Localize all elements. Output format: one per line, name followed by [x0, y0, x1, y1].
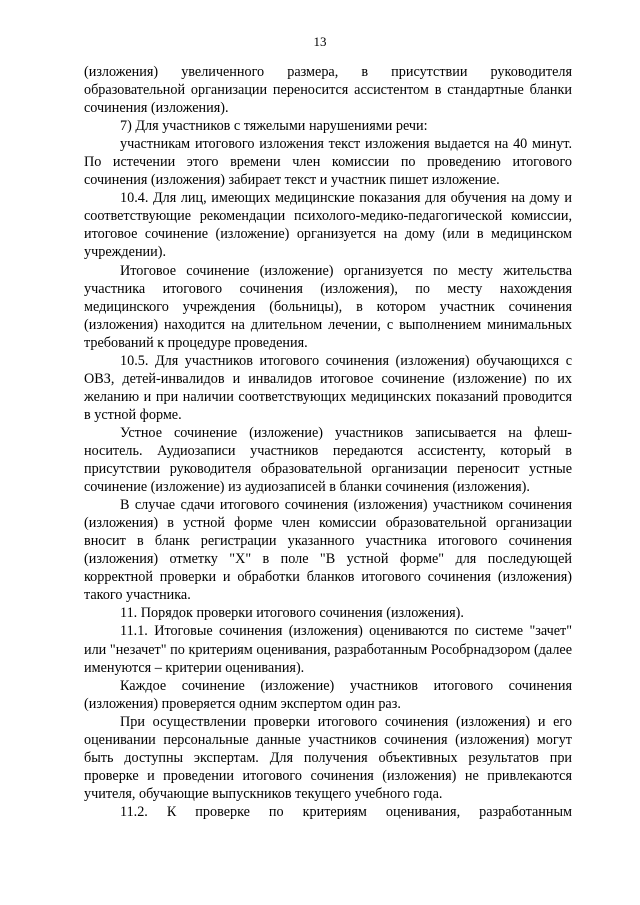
- paragraph-10-4: 10.4. Для лиц, имеющих медицинские показания для обучения на дому и соответствующие рекомендации психолого-медико-педагогической комиссии, итоговое сочинение (изложение) организуется на дому (или в медицинском учреждении).: [84, 190, 572, 261]
- paragraph-oral-registration-mark: В случае сдачи итогового сочинения (изложения) участником сочинения (изложения) в устной форме член комиссии образовательной организации вносит в бланк регистрации указанного участника итогового сочинения (изложения) отметку "Х" в поле "В устной форме" для последующей корректной проверки и обработки бланков итогового сочинения (изложения) такого участника.: [84, 497, 572, 604]
- paragraph-continuation: (изложения) увеличенного размера, в присутствии руководителя образовательной организации переносится ассистентом в стандартные бланки сочинения (изложения).: [84, 64, 572, 117]
- paragraph-speech-impairment-heading: 7) Для участников с тяжелыми нарушениями речи:: [120, 118, 428, 135]
- paragraph-speech-impairment-rule: участникам итогового изложения текст изложения выдается на 40 минут. По истечении этого времени член комиссии по проведению итогового сочинения (изложения) забирает текст и участник пишет изложение.: [84, 136, 572, 189]
- section-11-heading: 11. Порядок проверки итогового сочинения (изложения).: [120, 605, 464, 622]
- paragraph-oral-recording: Устное сочинение (изложение) участников записывается на флеш-носитель. Аудиозаписи участников передаются ассистенту, который в присутствии руководителя образовательной организации переносит устные сочинение (изложение) из аудиозаписей в бланки сочинения (изложения).: [84, 424, 572, 496]
- page-number: 13: [313, 34, 327, 49]
- paragraph-11-1: 11.1. Итоговые сочинения (изложения) оцениваются по системе "зачет" или "незачет" по критериям оценивания, разработанным Рособрнадзором (далее именуются – критерии оценивания).: [84, 623, 572, 676]
- document-body: [84, 63, 572, 821]
- paragraph-personal-data: При осуществлении проверки итогового сочинения (изложения) и его оценивании персональные данные участников сочинения (изложения) могут быть доступны экспертам. Для получения объективных результатов при проверке и проведении итогового сочинения (изложения) не привлекаются учителя, обучающие выпускников текущего учебного года.: [84, 713, 572, 802]
- paragraph-home-organization: Итоговое сочинение (изложение) организуется по месту жительства участника итогового сочинения (изложения), по месту нахождения медицинского учреждения (больницы), в котором участник сочинения (изложения) находится на длительном лечении, с выполнением минимальных требований к процедуре проведения.: [84, 262, 572, 351]
- paragraph-single-expert: Каждое сочинение (изложение) участников итогового сочинения (изложения) проверяется одним экспертом один раз.: [84, 677, 572, 712]
- paragraph-10-5: 10.5. Для участников итогового сочинения (изложения) обучающихся с ОВЗ, детей-инвалидов и инвалидов итоговое сочинение (изложение) по их желанию и при наличии соответствующих медицинских показаний проводится в устной форме.: [84, 352, 572, 423]
- paragraph-11-2: 11.2. К проверке по критериям оценивания, разработанным: [120, 803, 572, 820]
